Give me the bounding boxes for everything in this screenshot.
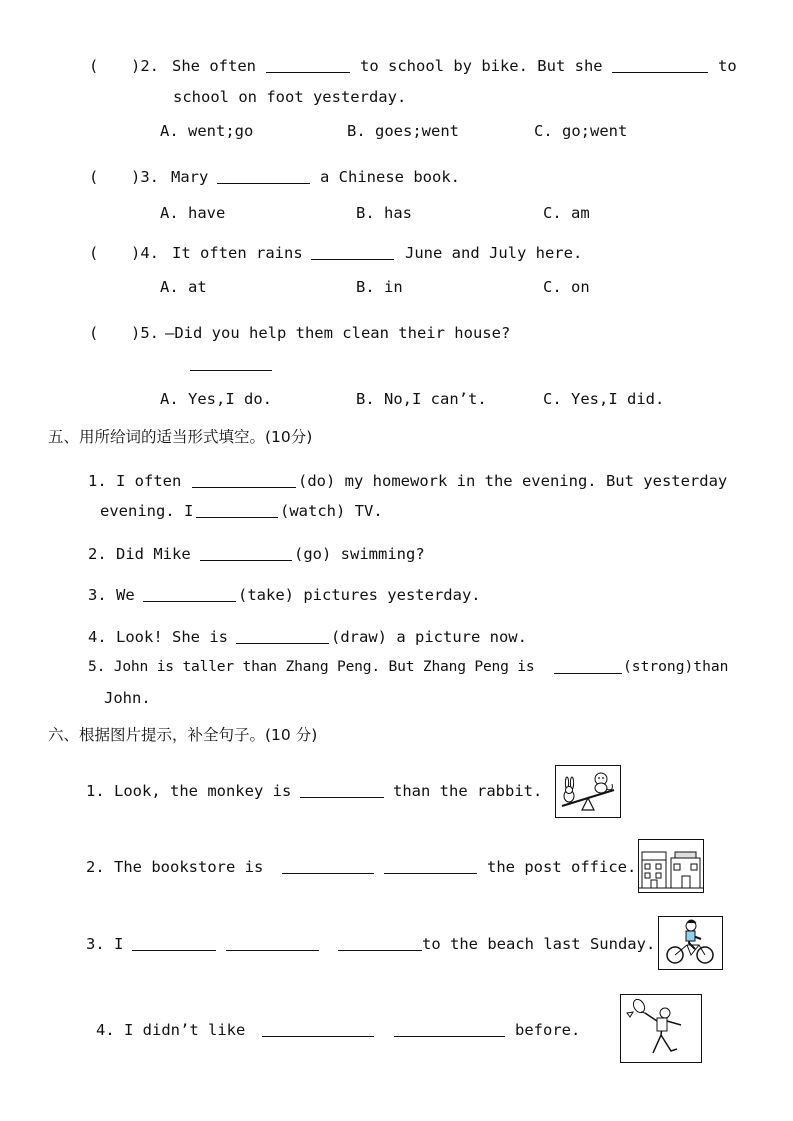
question-text: 1. I often: [88, 472, 182, 490]
question-text: to: [718, 57, 737, 75]
question-text: to school by bike. But she: [360, 57, 603, 75]
answer-blank[interactable]: [217, 169, 310, 184]
question-text: (draw) a picture now.: [331, 628, 527, 646]
answer-paren-open: (: [89, 168, 99, 186]
option-b[interactable]: B. goes;went: [347, 122, 459, 140]
answer-blank[interactable]: [394, 1022, 505, 1037]
option-b[interactable]: B. in: [356, 278, 403, 296]
question-text: (watch) TV.: [280, 502, 383, 520]
question-text: the post office.: [487, 858, 637, 876]
question-text: 2. The bookstore is: [86, 858, 264, 876]
answer-blank[interactable]: [338, 936, 422, 951]
section-5-title: 五、用所给词的适当形式填空。(10分): [48, 428, 313, 446]
answer-blank[interactable]: [311, 245, 394, 260]
answer-paren-open: (: [89, 57, 99, 75]
option-c[interactable]: C. on: [543, 278, 590, 296]
option-c[interactable]: C. am: [543, 204, 590, 222]
option-a[interactable]: A. went;go: [160, 122, 254, 140]
question-text: John.: [104, 689, 151, 707]
answer-blank[interactable]: [196, 503, 278, 518]
option-b[interactable]: B. No,I can’t.: [356, 390, 487, 408]
question-text: June and July here.: [405, 244, 583, 262]
answer-blank[interactable]: [554, 659, 622, 674]
answer-blank[interactable]: [143, 587, 236, 602]
option-a[interactable]: A. have: [160, 204, 226, 222]
question-text: 1. Look, the monkey is: [86, 782, 292, 800]
answer-blank[interactable]: [132, 936, 216, 951]
question-text: Mary: [171, 168, 209, 186]
question-text: evening. I: [100, 502, 194, 520]
question-text: to the beach last Sunday.: [422, 935, 656, 953]
option-c[interactable]: C. go;went: [534, 122, 628, 140]
option-b[interactable]: B. has: [356, 204, 412, 222]
answer-paren-open: (: [89, 324, 99, 342]
option-c[interactable]: C. Yes,I did.: [543, 390, 665, 408]
question-text: (take) pictures yesterday.: [238, 586, 481, 604]
question-number: )2.: [131, 57, 159, 75]
question-text: before.: [515, 1021, 581, 1039]
answer-paren-open: (: [89, 244, 99, 262]
question-number: )4.: [131, 244, 159, 262]
question-text: 3. We: [88, 586, 135, 604]
question-text: (do) my homework in the evening. But yesterday: [298, 472, 728, 490]
question-text: 2. Did Mike: [88, 545, 191, 563]
question-text: school on foot yesterday.: [173, 88, 407, 106]
answer-blank[interactable]: [190, 356, 272, 371]
question-text: 4. I didn’t like: [96, 1021, 246, 1039]
question-text: 3. I: [86, 935, 124, 953]
answer-blank[interactable]: [200, 546, 292, 561]
answer-blank[interactable]: [612, 58, 708, 73]
question-text: (strong)than: [623, 658, 729, 675]
seesaw-monkey-rabbit-picture: [555, 765, 621, 818]
question-text: a Chinese book.: [320, 168, 460, 186]
answer-blank[interactable]: [262, 1022, 374, 1037]
answer-blank[interactable]: [384, 859, 477, 874]
bookstore-post-office-picture: [638, 839, 704, 893]
answer-blank[interactable]: [236, 629, 329, 644]
question-text: than the rabbit.: [393, 782, 543, 800]
question-text: She often: [172, 57, 256, 75]
question-text: 4. Look! She is: [88, 628, 228, 646]
question-number: )5.: [131, 324, 159, 342]
badminton-player-picture: [620, 994, 702, 1063]
answer-blank[interactable]: [192, 473, 296, 488]
section-6-title: 六、根据图片提示，补全句子。(10 分): [48, 726, 318, 744]
answer-blank[interactable]: [282, 859, 374, 874]
answer-blank[interactable]: [226, 936, 319, 951]
question-text: —Did you help them clean their house?: [165, 324, 511, 342]
question-text: (go) swimming?: [294, 545, 425, 563]
option-a[interactable]: A. Yes,I do.: [160, 390, 272, 408]
boy-riding-bike-picture: [658, 916, 723, 970]
answer-blank[interactable]: [300, 783, 384, 798]
answer-blank[interactable]: [266, 58, 350, 73]
question-text: 5. John is taller than Zhang Peng. But Zhang Peng is: [88, 658, 535, 675]
question-text: It often rains: [172, 244, 303, 262]
option-a[interactable]: A. at: [160, 278, 207, 296]
question-number: )3.: [131, 168, 159, 186]
